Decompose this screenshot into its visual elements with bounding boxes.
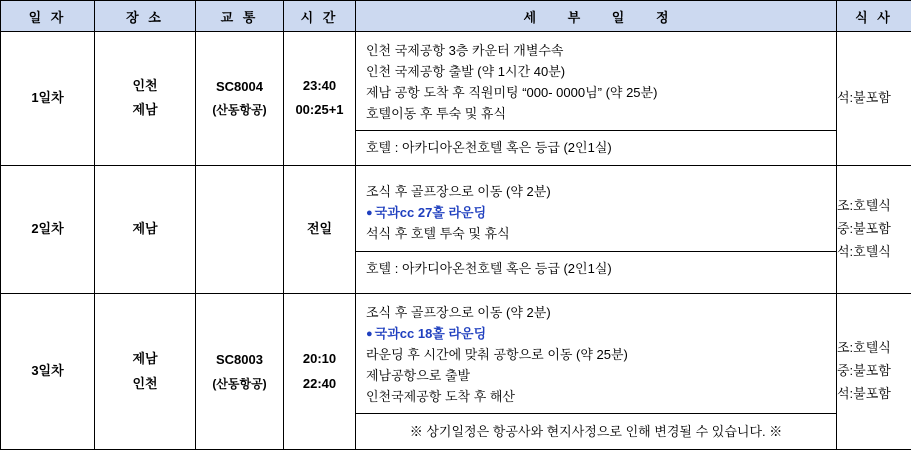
detail-line: 라운딩 후 시간에 맞춰 공항으로 이동 (약 25분) — [366, 344, 826, 365]
column-header-meals: 식 사 — [837, 1, 911, 32]
disclaimer-note: ※ 상기일정은 항공사와 현지사정으로 인해 변경될 수 있습니다. ※ — [356, 413, 836, 450]
place-cell — [95, 293, 196, 450]
day-label: 2일차 — [1, 165, 95, 293]
column-header-place: 장 소 — [95, 1, 196, 32]
detail-line: 제남공항으로 출발 — [366, 365, 826, 386]
airline-name: (산동항공) — [196, 99, 283, 122]
meal-line: 석:불포함 — [837, 383, 911, 406]
departure-time: 20:10 — [284, 347, 355, 372]
arrival-time: 22:40 — [284, 372, 355, 397]
column-header-transport: 교 통 — [196, 1, 284, 32]
detail-line: 조식 후 골프장으로 이동 (약 2분) — [366, 181, 826, 202]
departure-time: 23:40 — [284, 74, 355, 99]
hotel-info: 호텔 : 아카디아온천호텔 혹은 등급 (2인1실) — [356, 130, 836, 165]
day-label: 3일차 — [1, 293, 95, 450]
header-row — [1, 1, 911, 32]
meal-line: 중:불포함 — [837, 360, 911, 383]
place-line: 인천 — [95, 74, 195, 99]
place-line: 인천 — [95, 372, 195, 397]
meal-line: 석:호텔식 — [837, 241, 911, 264]
column-header-time: 시 간 — [284, 1, 356, 32]
detail-line: 제남 공항 도착 후 직원미팅 “000- 0000님” (약 25분) — [366, 82, 826, 103]
detail-line: 석식 후 호텔 투숙 및 휴식 — [366, 223, 826, 244]
meal-line: 조:호텔식 — [837, 337, 911, 360]
golf-label: 국과cc 18홀 라운딩 — [375, 326, 487, 341]
golf-line — [366, 323, 826, 344]
airline-name: (산동항공) — [196, 373, 283, 396]
place-line: 제남 — [95, 347, 195, 372]
column-header-day: 일 자 — [1, 1, 95, 32]
meal-cell — [837, 165, 911, 293]
meal-cell — [837, 293, 911, 450]
detail-line: 인천 국제공항 출발 (약 1시간 40분) — [366, 61, 826, 82]
transport-cell — [196, 165, 284, 293]
details-list — [356, 173, 836, 250]
place-cell — [95, 32, 196, 166]
meal-cell — [837, 32, 911, 166]
time-cell — [284, 165, 356, 293]
place-cell — [95, 165, 196, 293]
details-list — [356, 32, 836, 130]
detail-line: 호텔이동 후 투숙 및 휴식 — [366, 103, 826, 124]
table-header — [1, 1, 911, 32]
details-cell — [356, 32, 837, 166]
table-row — [1, 32, 911, 166]
meal-line: 석:불포함 — [837, 87, 911, 110]
detail-line: 인천국제공항 도착 후 해산 — [366, 386, 826, 407]
table-row — [1, 165, 911, 293]
transport-cell — [196, 293, 284, 450]
day-label: 1일차 — [1, 32, 95, 166]
place-line: 제남 — [95, 98, 195, 123]
bullet-icon: ● — [366, 207, 373, 219]
bullet-icon: ● — [366, 328, 373, 340]
golf-label: 국과cc 27홀 라운딩 — [375, 205, 487, 220]
detail-line: 인천 국제공항 3층 카운터 개별수속 — [366, 40, 826, 61]
golf-line — [366, 202, 826, 223]
meal-line: 조:호텔식 — [837, 195, 911, 218]
transport-cell — [196, 32, 284, 166]
details-cell — [356, 165, 837, 293]
place-line: 제남 — [95, 217, 195, 242]
details-list — [356, 294, 836, 413]
flight-number: SC8003 — [196, 348, 283, 373]
meal-line: 중:불포함 — [837, 218, 911, 241]
details-cell — [356, 293, 837, 450]
column-header-details: 세 부 일 정 — [356, 1, 837, 32]
table-row — [1, 293, 911, 450]
time-line: 전일 — [284, 217, 355, 242]
detail-line: 조식 후 골프장으로 이동 (약 2분) — [366, 302, 826, 323]
table-body — [1, 32, 911, 450]
arrival-time: 00:25+1 — [284, 98, 355, 123]
time-cell — [284, 293, 356, 450]
hotel-info: 호텔 : 아카디아온천호텔 혹은 등급 (2인1실) — [356, 251, 836, 286]
flight-number: SC8004 — [196, 75, 283, 100]
time-cell — [284, 32, 356, 166]
